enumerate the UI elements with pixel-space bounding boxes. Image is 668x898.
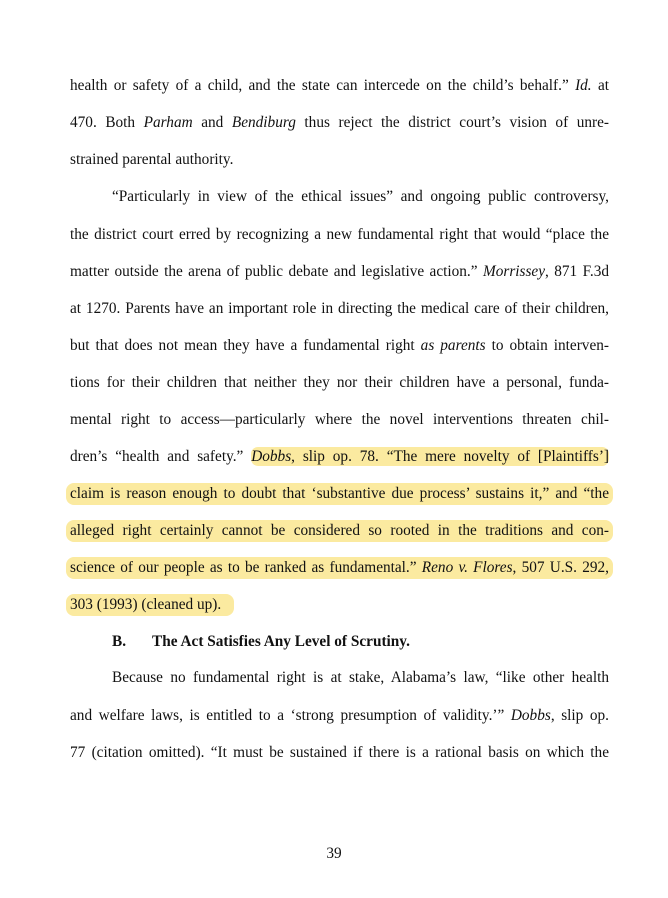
text-run: “Particularly in view of the ethical issues” and ongoing public controversy, [112,188,609,205]
text-line [70,112,609,134]
case-name-italic: Parham [143,114,193,131]
text-line [70,75,609,97]
citation-italic: Id. [575,77,592,94]
text-run: 77 (citation omitted). “It must be sustained if there is a rational basis on which the [70,744,609,761]
text-run: the district court erred by recognizing a new fundamental right that would “place the [70,226,609,243]
text-run: but that does not mean they have a fundamental right [70,337,421,354]
text-line [70,298,609,320]
text-run: and welfare laws, is entitled to a ‘strong presumption of validity.’” [70,707,511,724]
text-run: alleged right certainly cannot be considered so rooted in the traditions and con- [70,522,609,539]
section-letter: B. [112,633,127,650]
text-run: , 507 U.S. 292, [512,559,609,576]
page-number: 39 [326,845,342,862]
text-line [70,705,609,727]
text-line [112,186,609,208]
highlighted-text-line [66,520,613,542]
highlighted-text-line [66,594,234,616]
text-line [70,742,609,764]
highlight-span [251,447,609,466]
text-line [70,372,609,394]
emphasis-italic: as parents [420,337,486,354]
text-line [70,224,609,246]
text-run: at 1270. Parents have an important role in directing the medical care of their children, [70,300,609,317]
text-run: thus reject the district court’s vision of unre- [295,114,609,131]
text-run: to obtain interven- [485,337,609,354]
text-run: Because no fundamental right is at stake, Alabama’s law, “like other health [112,669,609,686]
text-run: dren’s “health and safety.” [70,448,252,465]
text-line [112,667,609,689]
text-run: at [591,77,609,94]
case-name-italic: Morrissey [482,263,546,280]
text-run: matter outside the arena of public debate and legislative action.” [70,263,483,280]
text-run: mental right to access—particularly where the novel interventions threaten chil- [70,411,609,428]
text-line [70,261,609,283]
case-name-italic: Dobbs [510,707,551,724]
section-title: The Act Satisfies Any Level of Scrutiny. [152,633,410,650]
text-run: , slip op. 78. “The mere novelty of [Plaintiffs’] [291,448,610,465]
highlighted-text-line [66,557,613,579]
highlighted-text-line [66,483,613,505]
text-line [70,446,609,468]
text-run: tions for their children that neither they nor their children have a personal, funda- [70,374,609,391]
text-run: , 871 F.3d [545,263,610,280]
text-line [70,335,609,357]
text-line [70,149,609,171]
text-run: claim is reason enough to doubt that ‘substantive due process’ sustains it,” and “the [70,485,609,502]
case-name-italic: Dobbs [251,448,292,465]
text-run: 303 (1993) (cleaned up). [70,596,222,613]
section-heading [112,631,410,653]
text-run: , slip op. [550,707,610,724]
text-run: 470. Both [70,114,144,131]
text-run: science of our people as to be ranked as fundamental.” [70,559,422,576]
case-name-italic: Bendiburg [231,114,296,131]
text-run: strained parental authority. [70,151,234,168]
text-run: and [192,114,232,131]
text-run: health or safety of a child, and the state can intercede on the child’s behalf.” [70,77,576,94]
case-name-italic: Reno v. Flores [421,559,513,576]
text-line [70,409,609,431]
